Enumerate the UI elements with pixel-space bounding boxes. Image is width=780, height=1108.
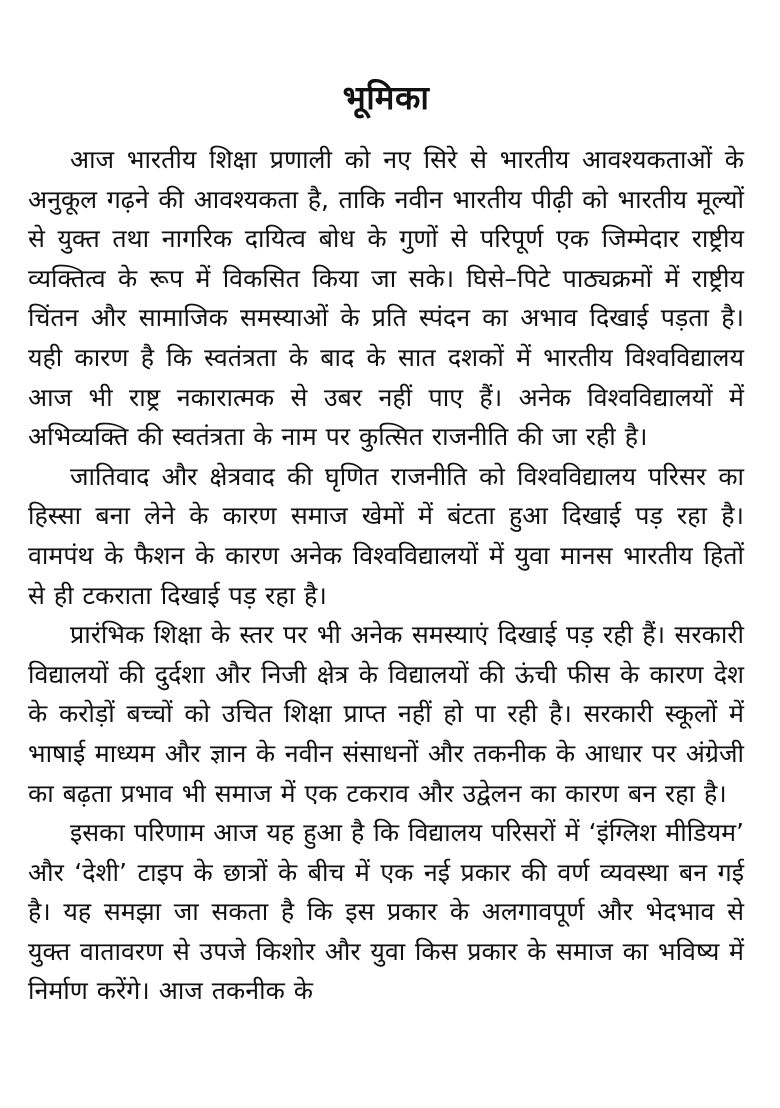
paragraph-4: इसका परिणाम आज यह हुआ है कि विद्यालय परिसरों में ‘इंग्लिश मीडियम’ और ‘देशी’ टाइप के छात्रों के बीच में एक नई प्रकार की वर्ण व्यवस्था बन गई है। यह समझा जा सकता है कि इस प्रकार के अलगावपूर्ण और भेदभाव से युक्त वातावरण से उपजे किशोर और युवा किस प्रकार के समाज का भविष्य में निर्माण करेंगे। आज तकनीक के [28,818,744,1006]
body-text [28,140,744,1011]
paragraph-3: प्रारंभिक शिक्षा के स्तर पर भी अनेक समस्याएं दिखाई पड़ रही हैं। सरकारी विद्यालयों की दुर्दशा और निजी क्षेत्र के विद्यालयों की ऊंची फीस के कारण देश के करोड़ों बच्चों को उचित शिक्षा प्राप्त नहीं हो पा रही है। सरकारी स्कूलों में भाषाई माध्यम और ज्ञान के नवीन संसाधनों और तकनीक के आधार पर अंग्रेजी का बढ़ता प्रभाव भी समाज में एक टकराव और उद्वेलन का कारण बन रहा है। [28,620,744,808]
paragraph-1: आज भारतीय शिक्षा प्रणाली को नए सिरे से भारतीय आवश्यकताओं के अनुकूल गढ़ने की आवश्यकता है, ताकि नवीन भारतीय पीढ़ी को भारतीय मूल्यों से युक्त तथा नागरिक दायित्व बोध के गुणों से परिपूर्ण एक जिम्मेदार राष्ट्रीय व्यक्तित्व के रूप में विकसित किया जा सके। घिसे–पिटे पाठ्यक्रमों में राष्ट्रीय चिंतन और सामाजिक समस्याओं के प्रति स्पंदन का अभाव दिखाई पड़ता है। यही कारण है कि स्वतंत्रता के बाद के सात दशकों में भारतीय विश्वविद्यालय आज भी राष्ट्र नकारात्मक से उबर नहीं पाए हैं। अनेक विश्वविद्यालयों में अभिव्यक्ति की स्वतंत्रता के नाम पर कुत्सित राजनीति की जा रही है। [28,145,744,452]
page-title: भूमिका [342,78,430,118]
paragraph-2: जातिवाद और क्षेत्रवाद की घृणित राजनीति को विश्वविद्यालय परिसर का हिस्सा बना लेने के कारण समाज खेमों में बंटता हुआ दिखाई पड़ रहा है। वामपंथ के फैशन के कारण अनेक विश्वविद्यालयों में युवा मानस भारतीय हितों से ही टकराता दिखाई पड़ रहा है। [28,461,744,610]
book-page [28,0,744,1108]
